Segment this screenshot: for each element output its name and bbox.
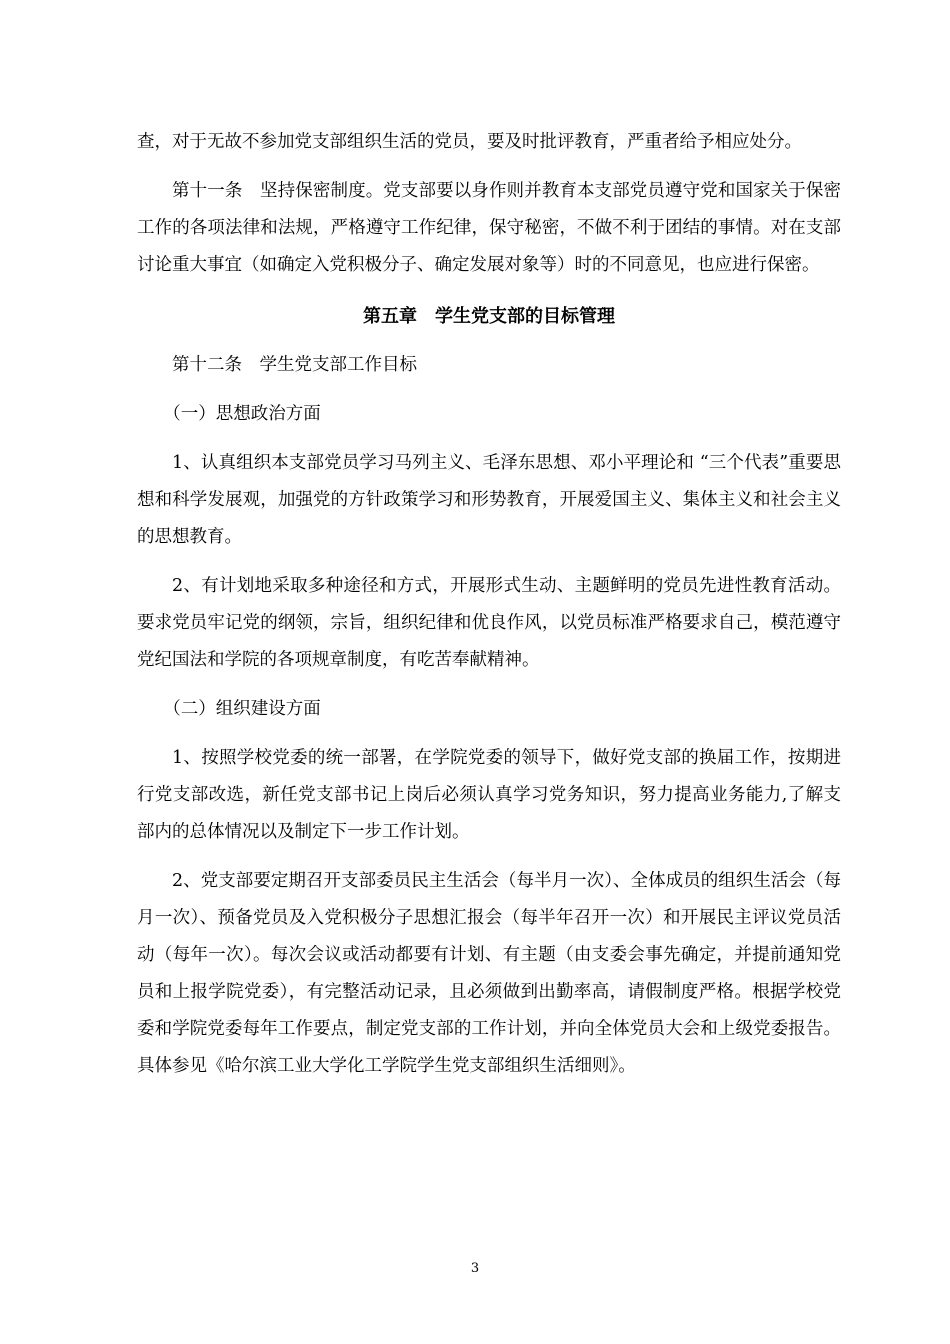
section-ideology-heading: （一）思想政治方面: [163, 404, 321, 424]
page-number: 3: [470, 1261, 480, 1276]
organization-item-1: 1、按照学校党委的统一部署，在学院党委的领导下，做好党支部的换届工作，按期进行党支部改选，新任党支部书记上岗后必须认真学习党务知识，努力提高业务能力,了解支部内的总体情况以及制定下一步工作计划。: [137, 748, 841, 842]
article-11-paragraph: 第十一条 坚持保密制度。党支部要以身作则并教育本支部党员遵守党和国家关于保密工作的各项法律和法规，严格遵守工作纪律，保守秘密，不做不利于团结的事情。对在支部讨论重大事宜（如确定入党积极分子、确定发展对象等）时的不同意见，也应进行保密。: [137, 181, 841, 275]
ideology-item-2: 2、有计划地采取多种途径和方式，开展形式生动、主题鲜明的党员先进性教育活动。要求党员牢记党的纲领，宗旨，组织纪律和优良作风，以党员标准严格要求自己，模范遵守党纪国法和学院的各项规章制度，有吃苦奉献精神。: [137, 576, 841, 670]
section-organization-heading: （二）组织建设方面: [163, 699, 321, 719]
organization-item-2: 2、党支部要定期召开支部委员民主生活会（每半月一次）、全体成员的组织生活会（每月一次）、预备党员及入党积极分子思想汇报会（每半年召开一次）和开展民主评议党员活动（每年一次）。每次会议或活动都要有计划、有主题（由支委会事先确定，并提前通知党员和上报学院党委），有完整活动记录，且必须做到出勤率高，请假制度严格。根据学校党委和学院党委每年工作要点，制定党支部的工作计划，并向全体党员大会和上级党委报告。具体参见《哈尔滨工业大学化工学院学生党支部组织生活细则》。: [137, 871, 841, 1076]
ideology-item-1: 1、认真组织本支部党员学习马列主义、毛泽东思想、邓小平理论和 “三个代表”重要思想和科学发展观，加强党的方针政策学习和形势教育，开展爱国主义、集体主义和社会主义的思想教育。: [137, 453, 841, 547]
paragraph-continuation: 查，对于无故不参加党支部组织生活的党员，要及时批评教育，严重者给予相应处分。: [137, 132, 802, 152]
article-12-paragraph: 第十二条 学生党支部工作目标: [172, 355, 417, 375]
chapter-5-heading: 第五章 学生党支部的目标管理: [363, 306, 615, 327]
document-body: [137, 124, 841, 1085]
